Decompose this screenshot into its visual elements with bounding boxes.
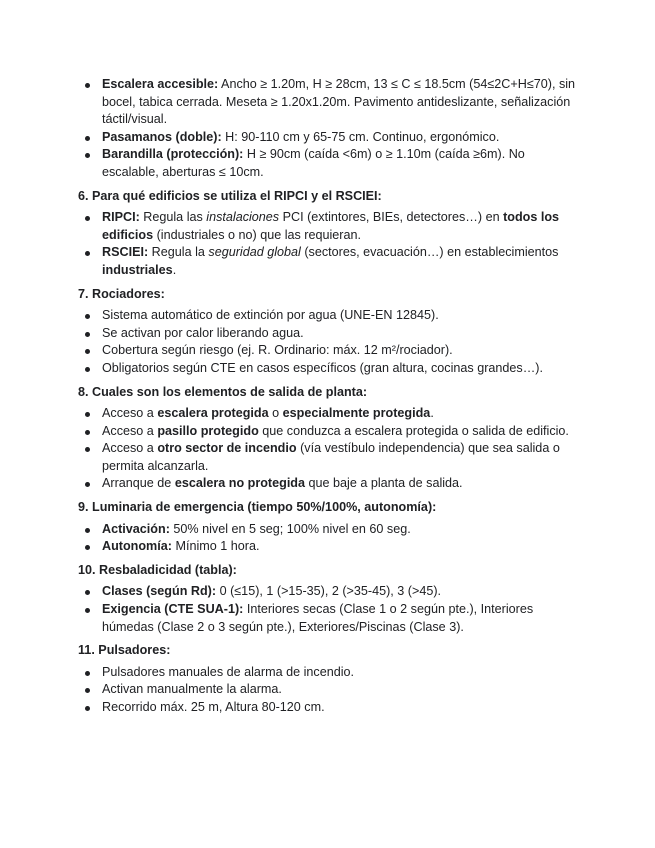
- text-segment: que baje a planta de salida.: [305, 476, 463, 491]
- text-segment: que conduzca a escalera protegida o salida de edificio.: [258, 423, 569, 438]
- bullet-icon: [85, 412, 90, 417]
- bold-text: RSCIEI:: [102, 245, 149, 260]
- bullet-icon: [85, 447, 90, 452]
- list-item: [78, 76, 585, 129]
- list-item: [78, 244, 585, 279]
- list-item: [78, 342, 585, 360]
- section-heading: 6. Para qué edificios se utiliza el RIPCI y el RSCIEI:: [78, 188, 382, 203]
- bullet-list: [78, 209, 585, 279]
- text-segment: H: 90-110 cm y 65-75 cm. Continuo, ergonómico.: [221, 129, 500, 144]
- list-item: [78, 601, 585, 636]
- section-heading: 11. Pulsadores:: [78, 643, 171, 658]
- text-segment: o: [268, 406, 283, 421]
- text-segment: .: [172, 262, 177, 277]
- bullet-list: [78, 76, 585, 182]
- text-segment: (industriales o no) que las requieran.: [153, 227, 362, 242]
- text-segment: 50% nivel en 5 seg; 100% nivel en 60 seg.: [169, 521, 411, 536]
- bold-text: industriales: [102, 262, 173, 277]
- bold-text: especialmente protegida: [282, 406, 431, 421]
- bullet-icon: [85, 706, 90, 711]
- section-heading: 8. Cuales son los elementos de salida de planta:: [78, 384, 368, 399]
- italic-text: seguridad global: [208, 245, 301, 260]
- text-segment: (vía vestíbulo independencia) que sea salida o permita alcanzarla.: [102, 441, 560, 473]
- bold-text: todos los edificios: [102, 210, 560, 242]
- bullet-list: [78, 521, 585, 556]
- bold-text: escalera no protegida: [174, 476, 306, 491]
- bullet-list: [78, 583, 585, 636]
- bullet-icon: [85, 314, 90, 319]
- text-segment: Acceso a: [102, 406, 158, 421]
- text-segment: Mínimo 1 hora.: [171, 539, 260, 554]
- section-heading: 10. Resbaladicidad (tabla):: [78, 562, 237, 577]
- bold-text: Barandilla (protección):: [102, 147, 244, 162]
- bold-text: Escalera accesible:: [102, 77, 219, 91]
- italic-text: instalaciones: [206, 210, 280, 225]
- bullet-icon: [85, 671, 90, 676]
- text-segment: 0 (≤15), 1 (>15-35), 2 (>35-45), 3 (>45).: [216, 584, 442, 599]
- bullet-icon: [85, 349, 90, 354]
- list-item: [78, 307, 585, 325]
- text-segment: H ≥ 90cm (caída <6m) o ≥ 1.10m (caída ≥6m). No escalable, aberturas ≤ 10cm.: [102, 147, 525, 179]
- text-segment: Activan manualmente la alarma.: [102, 682, 282, 697]
- bullet-icon: [85, 251, 90, 256]
- list-item: [78, 360, 585, 378]
- bullet-icon: [85, 482, 90, 487]
- list-item: [78, 521, 585, 539]
- text-segment: Cobertura según riesgo (ej. R. Ordinario: máx. 12 m²/rociador).: [102, 343, 453, 358]
- list-item: [78, 325, 585, 343]
- bullet-icon: [85, 528, 90, 533]
- bold-text: Pasamanos (doble):: [102, 129, 222, 144]
- section-heading: 7. Rociadores:: [78, 286, 165, 301]
- text-segment: Sistema automático de extinción por agua (UNE-EN 12845).: [102, 308, 439, 323]
- text-segment: PCI (extintores, BIEs, detectores…) en: [279, 210, 504, 225]
- bold-text: Autonomía:: [102, 539, 172, 554]
- text-segment: Pulsadores manuales de alarma de incendio.: [102, 664, 355, 679]
- bullet-list: [78, 405, 585, 493]
- text-segment: (sectores, evacuación…) en establecimientos: [300, 245, 559, 260]
- list-item: [78, 209, 585, 244]
- list-item: [78, 475, 585, 493]
- list-item: [78, 699, 585, 717]
- bullet-icon: [85, 590, 90, 595]
- bold-text: otro sector de incendio: [157, 441, 297, 456]
- bold-text: Activación:: [102, 521, 170, 536]
- list-item: [78, 405, 585, 423]
- bullet-icon: [85, 153, 90, 158]
- bullet-icon: [85, 83, 90, 88]
- bullet-icon: [85, 688, 90, 693]
- bullet-list: [78, 664, 585, 717]
- bold-text: Clases (según Rd):: [102, 584, 217, 599]
- text-segment: Se activan por calor liberando agua.: [102, 325, 304, 340]
- list-item: [78, 440, 585, 475]
- bullet-icon: [85, 367, 90, 372]
- list-item: [78, 146, 585, 181]
- bullet-icon: [85, 545, 90, 550]
- list-item: [78, 129, 585, 147]
- bold-text: escalera protegida: [157, 406, 269, 421]
- bullet-icon: [85, 216, 90, 221]
- bullet-icon: [85, 136, 90, 141]
- text-segment: Arranque de: [102, 476, 175, 491]
- text-segment: Recorrido máx. 25 m, Altura 80-120 cm.: [102, 700, 325, 714]
- bold-text: Exigencia (CTE SUA-1):: [102, 602, 244, 617]
- text-segment: Regula las: [139, 210, 207, 225]
- text-segment: Acceso a: [102, 441, 158, 456]
- list-item: [78, 681, 585, 699]
- bullet-list: [78, 307, 585, 377]
- text-segment: Acceso a: [102, 423, 158, 438]
- text-segment: Obligatorios según CTE en casos específicos (gran altura, cocinas grandes…).: [102, 360, 543, 375]
- bullet-icon: [85, 608, 90, 613]
- list-item: [78, 423, 585, 441]
- bullet-icon: [85, 430, 90, 435]
- text-segment: Regula la: [148, 245, 209, 260]
- bullet-icon: [85, 332, 90, 337]
- bold-text: pasillo protegido: [157, 423, 259, 438]
- text-segment: .: [430, 406, 434, 421]
- list-item: [78, 538, 585, 556]
- section-heading: 9. Luminaria de emergencia (tiempo 50%/100%, autonomía):: [78, 500, 437, 515]
- list-item: [78, 664, 585, 682]
- text-segment: Interiores secas (Clase 1 o 2 según pte.), Interiores húmedas (Clase 2 o 3 según pte.), Exteriores/Piscinas (Clase 3).: [102, 602, 534, 634]
- bold-text: RIPCI:: [102, 210, 140, 225]
- list-item: [78, 583, 585, 601]
- text-segment: Ancho ≥ 1.20m, H ≥ 28cm, 13 ≤ C ≤ 18.5cm (54≤2C+H≤70), sin bocel, tabica cerrada. Meseta ≥ 1.20x1.20m. Pavimento antideslizante, señalización táctil/visual.: [102, 77, 576, 127]
